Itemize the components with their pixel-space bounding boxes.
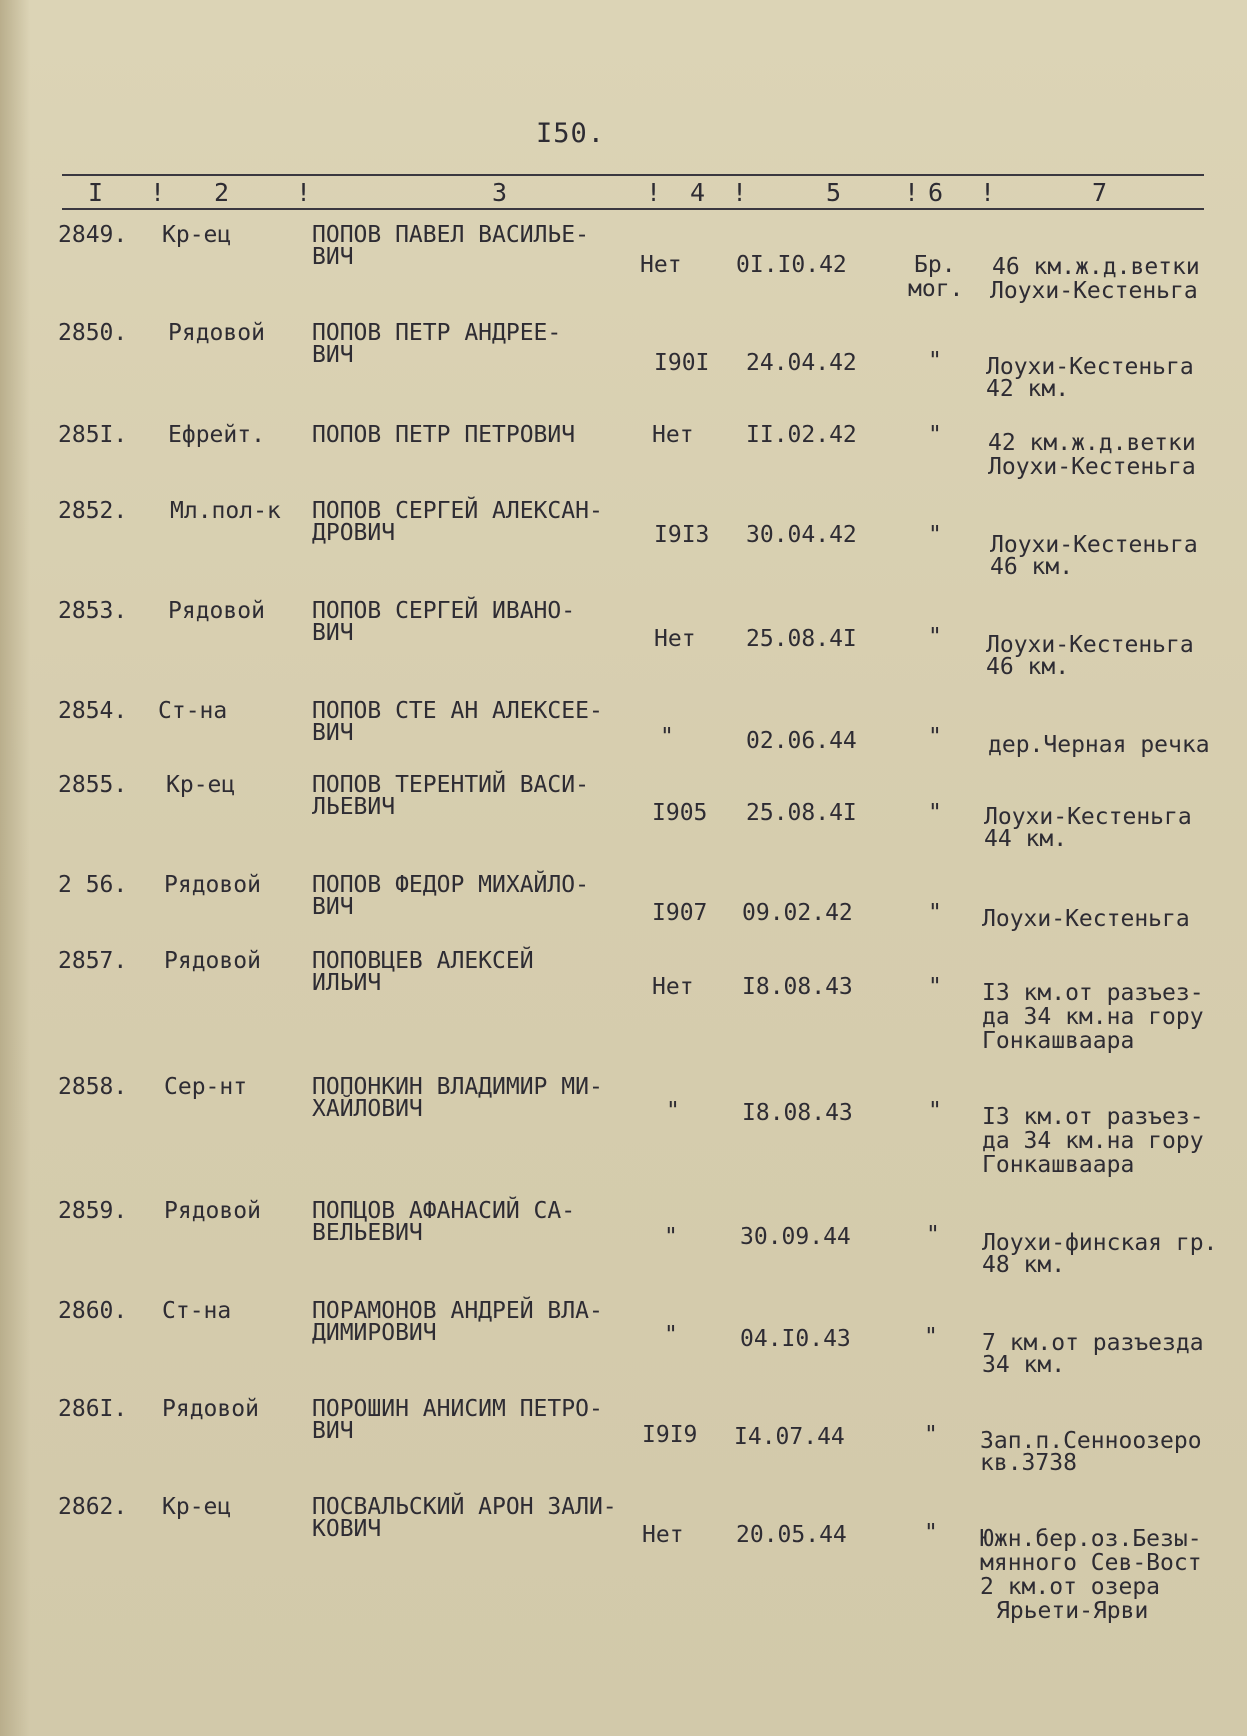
record-number: 2855.	[58, 772, 128, 798]
record-name-line1: ПОПОВ ПАВЕЛ ВАСИЛЬЕ-	[312, 222, 589, 248]
record-rank: Кр-ец	[162, 1494, 232, 1520]
header-sep-5: !	[904, 178, 920, 207]
record-name-line2: ВЕЛЬЕВИЧ	[312, 1220, 423, 1246]
record-grave-line1: "	[928, 724, 942, 750]
record-rank: Рядовой	[164, 948, 261, 974]
header-col-3: 3	[492, 178, 508, 207]
record-name-line2: ВИЧ	[312, 620, 354, 646]
record-grave-line1: "	[928, 1098, 942, 1124]
record-place-line1: дер.Черная речка	[988, 732, 1210, 758]
record-rank: Кр-ец	[166, 772, 236, 798]
record-birth-year: I9I3	[654, 522, 710, 548]
record-date: 25.08.4I	[746, 626, 857, 652]
record-name-line1: ПОПОВ СЕРГЕЙ ИВАНО-	[312, 598, 576, 624]
record-name-line1: ПОПОВЦЕВ АЛЕКСЕЙ	[312, 948, 534, 974]
record-rank: Рядовой	[164, 1198, 261, 1224]
record-name-line1: ПОПОВ СТЕ АН АЛЕКСЕЕ-	[312, 698, 603, 724]
record-place-line1: 7 км.от разъезда	[982, 1330, 1204, 1356]
record-name-line2: ВИЧ	[312, 244, 354, 270]
record-place-line2: кв.3738	[980, 1450, 1077, 1476]
record-grave-line1: "	[928, 974, 942, 1000]
record-birth-year: I9I9	[642, 1422, 698, 1448]
record-name-line2: ДРОВИЧ	[312, 520, 396, 546]
record-grave-line1: "	[924, 1520, 938, 1546]
record-number: 2 56.	[58, 872, 128, 898]
header-sep-4: !	[732, 178, 748, 207]
record-birth-year: Нет	[642, 1522, 684, 1548]
record-name-line1: ПОПОВ ТЕРЕНТИЙ ВАСИ-	[312, 772, 589, 798]
record-grave-line1: "	[928, 800, 942, 826]
record-birth-year: Нет	[640, 252, 682, 278]
record-number: 286I.	[58, 1396, 128, 1422]
record-number: 2857.	[58, 948, 128, 974]
record-place-line2: да 34 км.на гору	[982, 1128, 1204, 1154]
header-col-7: 7	[1092, 178, 1108, 207]
record-date: I8.08.43	[742, 974, 853, 1000]
record-grave-line1: "	[924, 1422, 938, 1448]
record-name-line2: ВИЧ	[312, 342, 354, 368]
record-place-line2: да 34 км.на гору	[982, 1004, 1204, 1030]
record-date: 30.09.44	[740, 1224, 851, 1250]
header-col-2: 2	[214, 178, 230, 207]
record-name-line1: ПОРАМОНОВ АНДРЕЙ ВЛА-	[312, 1298, 603, 1324]
record-place-line1: Лоухи-Кестеньга	[982, 906, 1190, 932]
record-rank: Рядовой	[164, 872, 261, 898]
page-number: I50.	[536, 118, 606, 149]
record-number: 2849.	[58, 222, 128, 248]
record-name-line1: ПОСВАЛЬСКИЙ АРОН ЗАЛИ-	[312, 1494, 617, 1520]
header-col-1: I	[88, 178, 104, 207]
record-birth-year: "	[664, 1224, 678, 1250]
record-name-line1: ПОПОВ СЕРГЕЙ АЛЕКСАН-	[312, 498, 603, 524]
record-grave-line2: мог.	[908, 276, 964, 302]
record-number: 2850.	[58, 320, 128, 346]
record-place-line1: I3 км.от разъез-	[982, 980, 1204, 1006]
header-sep-6: !	[980, 178, 996, 207]
record-rank: Рядовой	[168, 598, 265, 624]
record-rank: Сер-нт	[164, 1074, 248, 1100]
record-rank: Рядовой	[162, 1396, 259, 1422]
record-number: 2860.	[58, 1298, 128, 1324]
record-birth-year: "	[664, 1322, 678, 1348]
record-grave-line1: "	[928, 348, 942, 374]
record-date: 20.05.44	[736, 1522, 847, 1548]
record-birth-year: Нет	[652, 974, 694, 1000]
record-date: I8.08.43	[742, 1100, 853, 1126]
record-place-line1: Лоухи-финская гр.	[982, 1230, 1218, 1256]
record-date: 0I.I0.42	[736, 252, 847, 278]
header-sep-3: !	[646, 178, 662, 207]
record-date: 30.04.42	[746, 522, 857, 548]
record-date: 04.I0.43	[740, 1326, 851, 1352]
record-number: 2858.	[58, 1074, 128, 1100]
record-name-line1: ПОПОВ ФЕДОР МИХАЙЛО-	[312, 872, 589, 898]
record-rank: Ефрейт.	[168, 422, 265, 448]
record-rank: Ст-на	[162, 1298, 232, 1324]
record-place-line1: 46 км.ж.д.ветки	[992, 254, 1200, 280]
record-place-line3: 2 км.от озера	[980, 1574, 1161, 1600]
record-place-line1: I3 км.от разъез-	[982, 1104, 1204, 1130]
record-date: 24.04.42	[746, 350, 857, 376]
record-date: 25.08.4I	[746, 800, 857, 826]
record-rank: Рядовой	[168, 320, 265, 346]
record-name-line1: ПОРОШИН АНИСИМ ПЕТРО-	[312, 1396, 603, 1422]
record-name-line2: ВИЧ	[312, 894, 354, 920]
record-number: 2853.	[58, 598, 128, 624]
record-grave-line1: "	[924, 1324, 938, 1350]
header-col-6: 6	[928, 178, 944, 207]
record-birth-year: I905	[652, 800, 708, 826]
record-date: 02.06.44	[746, 728, 857, 754]
record-grave-line1: "	[926, 1222, 940, 1248]
record-place-line2: Лоухи-Кестеньга	[990, 278, 1198, 304]
header-sep-2: !	[296, 178, 312, 207]
record-name-line2: КОВИЧ	[312, 1516, 382, 1542]
record-date: II.02.42	[746, 422, 857, 448]
record-grave-line1: "	[928, 422, 942, 448]
record-place-line1: Лоухи-Кестеньга	[986, 632, 1194, 658]
record-birth-year: I907	[652, 900, 708, 926]
record-place-line2: 46 км.	[986, 654, 1070, 680]
record-grave-line1: Бр.	[914, 252, 956, 278]
record-grave-line1: "	[928, 522, 942, 548]
header-col-4: 4	[690, 178, 706, 207]
record-place-line1: 42 км.ж.д.ветки	[988, 430, 1196, 456]
header-col-5: 5	[826, 178, 842, 207]
record-place-line2: 44 км.	[984, 826, 1068, 852]
record-name-line1: ПОПОВ ПЕТР ПЕТРОВИЧ	[312, 422, 576, 448]
header-sep-1: !	[150, 178, 166, 207]
record-name-line1: ПОПОВ ПЕТР АНДРЕЕ-	[312, 320, 562, 346]
record-date: 09.02.42	[742, 900, 853, 926]
record-date: I4.07.44	[734, 1424, 845, 1450]
record-number: 2854.	[58, 698, 128, 724]
record-place-line1: Лоухи-Кестеньга	[990, 532, 1198, 558]
record-name-line2: ХАЙЛОВИЧ	[312, 1096, 423, 1122]
record-place-line2: мянного Сев-Вост	[980, 1550, 1202, 1576]
record-birth-year: I90I	[654, 350, 710, 376]
record-place-line4: Ярьети-Ярви	[996, 1598, 1149, 1624]
record-rank: Ст-на	[158, 698, 228, 724]
record-rank: Мл.пол-к	[170, 498, 281, 524]
record-name-line2: ВИЧ	[312, 720, 354, 746]
record-place-line1: Лоухи-Кестеньга	[986, 354, 1194, 380]
record-number: 2852.	[58, 498, 128, 524]
record-number: 2859.	[58, 1198, 128, 1224]
record-birth-year: "	[666, 1098, 680, 1124]
record-number: 2862.	[58, 1494, 128, 1520]
record-place-line1: Лоухи-Кестеньга	[984, 804, 1192, 830]
record-place-line2: 42 км.	[986, 376, 1070, 402]
record-place-line2: 34 км.	[982, 1352, 1066, 1378]
record-name-line1: ПОПОНКИН ВЛАДИМИР МИ-	[312, 1074, 603, 1100]
record-name-line2: ВИЧ	[312, 1418, 354, 1444]
record-rank: Кр-ец	[162, 222, 232, 248]
record-birth-year: Нет	[654, 626, 696, 652]
record-place-line2: Лоухи-Кестеньга	[988, 454, 1196, 480]
record-place-line1: Зап.п.Сенноозеро	[980, 1428, 1202, 1454]
record-birth-year: Нет	[652, 422, 694, 448]
record-birth-year: "	[660, 724, 674, 750]
record-place-line2: 48 км.	[982, 1252, 1066, 1278]
record-name-line1: ПОПЦОВ АФАНАСИЙ СА-	[312, 1198, 576, 1224]
record-number: 285I.	[58, 422, 128, 448]
record-name-line2: ИЛЬИЧ	[312, 970, 382, 996]
record-name-line2: ДИМИРОВИЧ	[312, 1320, 437, 1346]
record-place-line2: 46 км.	[990, 554, 1074, 580]
record-grave-line1: "	[928, 624, 942, 650]
record-place-line3: Гонкашваара	[982, 1152, 1135, 1178]
record-place-line3: Гонкашваара	[982, 1028, 1135, 1054]
record-grave-line1: "	[928, 900, 942, 926]
record-place-line1: Южн.бер.оз.Безы-	[980, 1526, 1202, 1552]
record-name-line2: ЛЬЕВИЧ	[312, 794, 396, 820]
